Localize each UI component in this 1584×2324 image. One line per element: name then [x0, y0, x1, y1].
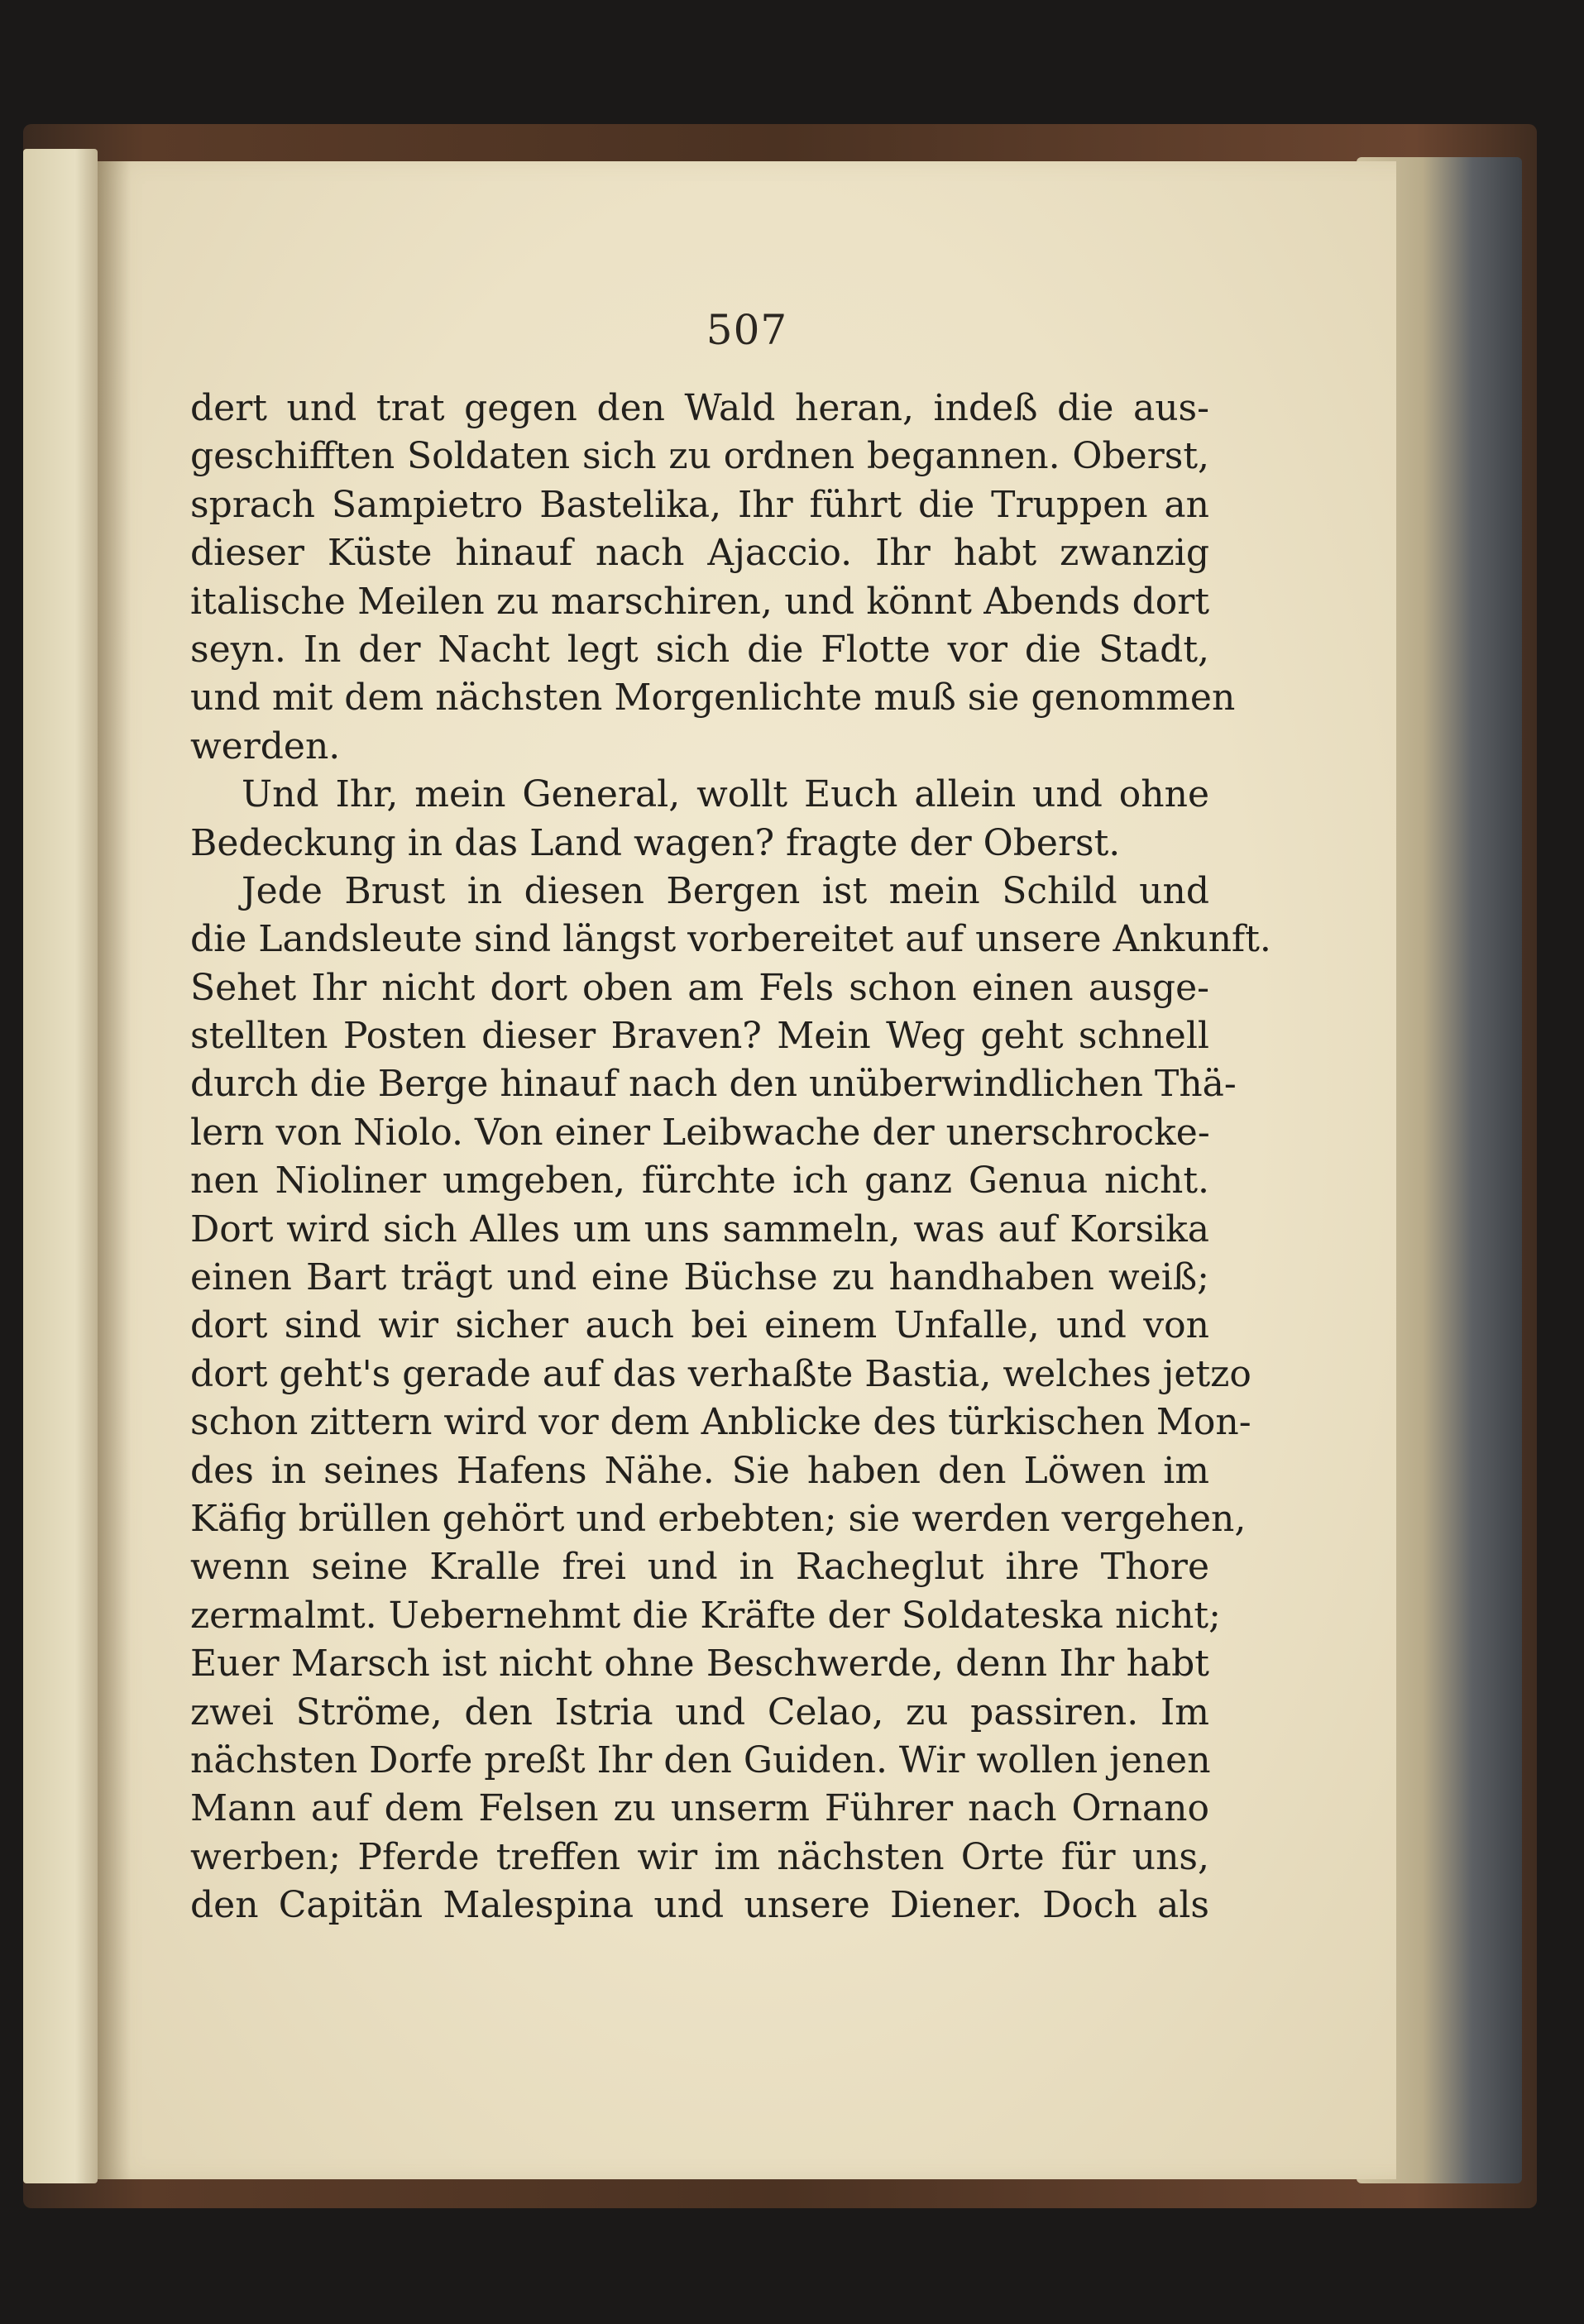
text-line: nächsten Dorfe preßt Ihr den Guiden. Wir wollen jenen	[190, 1738, 1211, 1781]
text-line: und mit dem nächsten Morgenlichte muß sie genommen	[190, 677, 1236, 720]
facing-page-edge	[23, 149, 98, 2183]
text-line: italische Meilen zu marschiren, und könnt Abends dort	[190, 580, 1209, 623]
book-page	[98, 161, 1396, 2179]
text-line: zermalmt. Uebernehmt die Kräfte der Soldateska nicht;	[190, 1594, 1221, 1637]
text-line: Und Ihr, mein General, wollt Euch allein und ohne	[242, 773, 1209, 816]
text-line: werden.	[190, 724, 341, 767]
text-line: zwei Ströme, den Istria und Celao, zu passiren. Im	[190, 1690, 1209, 1733]
text-line: des in seines Hafens Nähe. Sie haben den Löwen im	[190, 1449, 1209, 1492]
text-line: dort geht's gerade auf das verhaßte Bastia, welches jetzo	[190, 1352, 1251, 1395]
text-line: lern von Niolo. Von einer Leibwache der unerschrocke-	[190, 1111, 1210, 1154]
text-line: sprach Sampietro Bastelika, Ihr führt die Truppen an	[190, 483, 1209, 526]
text-line: Käfig brüllen gehört und erbebten; sie werden vergehen,	[190, 1497, 1247, 1540]
text-line: die Landsleute sind längst vorbereitet auf unsere Ankunft.	[190, 918, 1271, 961]
text-line: durch die Berge hinauf nach den unüberwindlichen Thä-	[190, 1063, 1237, 1106]
text-line: schon zittern wird vor dem Anblicke des türkischen Mon-	[190, 1401, 1251, 1444]
text-line: dieser Küste hinauf nach Ajaccio. Ihr habt zwanzig	[190, 532, 1209, 575]
text-line: Mann auf dem Felsen zu unserm Führer nach Ornano	[190, 1787, 1209, 1830]
text-line: wenn seine Kralle frei und in Racheglut ihre Thore	[190, 1546, 1209, 1589]
text-line: Euer Marsch ist nicht ohne Beschwerde, denn Ihr habt	[190, 1643, 1209, 1686]
text-line: Dort wird sich Alles um uns sammeln, was auf Korsika	[190, 1207, 1209, 1250]
text-line: Sehet Ihr nicht dort oben am Fels schon einen ausge-	[190, 966, 1209, 1009]
text-line: werben; Pferde treffen wir im nächsten Orte für uns,	[190, 1835, 1209, 1878]
spine-shadow	[98, 161, 131, 2179]
text-line: den Capitän Malespina und unsere Diener. Doch als	[190, 1884, 1209, 1927]
text-line: dort sind wir sicher auch bei einem Unfalle, und von	[190, 1304, 1209, 1347]
text-line: stellten Posten dieser Braven? Mein Weg geht schnell	[190, 1015, 1209, 1058]
text-line: geschifften Soldaten sich zu ordnen begannen. Oberst,	[190, 435, 1209, 478]
page-text	[190, 385, 1271, 1930]
text-line: Bedeckung in das Land wagen? fragte der Oberst.	[190, 821, 1121, 864]
text-line: dert und trat gegen den Wald heran, indeß die aus-	[190, 387, 1209, 429]
page-number: 507	[706, 306, 788, 354]
text-line: Jede Brust in diesen Bergen ist mein Schild und	[242, 869, 1209, 912]
text-line: seyn. In der Nacht legt sich die Flotte vor die Stadt,	[190, 628, 1209, 671]
text-line: einen Bart trägt und eine Büchse zu handhaben weiß;	[190, 1256, 1209, 1299]
text-line: nen Nioliner umgeben, fürchte ich ganz Genua nicht.	[190, 1160, 1209, 1203]
